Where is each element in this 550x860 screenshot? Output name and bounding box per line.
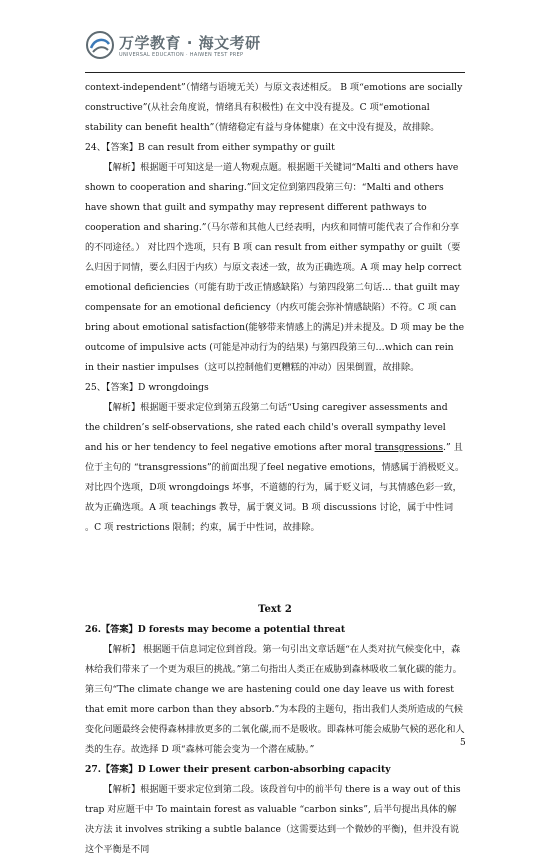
- answer-25-heading: 25、【答案】D wrongdoings: [85, 382, 209, 393]
- answer-26-analysis: 【解析】 根据题干信息词定位到首段。第一句引出文章话题“在人类对抗气候变化中，森林给我们带来了一个更为艰巨的挑战。”第二句指出人类正在威胁到森林吸收二氧化碳的能力。第三句“The climate change we are hastening could one day leave us with forest that emit more carbon than they absorb.”为本段的主题句，指出我们人类所造成的气候变化问题最终会使得森林排放更多的二氧化碳,而不是吸收。即森林可能会威胁气候的恶化和人类的生存。故选择 D 项“森林可能会变为一个潜在威胁。”: [85, 644, 465, 755]
- answer-25-text-after: .” 且位于主句的 “transgressions”的前面出现了feel negative emotions，情感属于消极贬义。对比四个选项，D项 wrongdoings 坏事，不道德的行为，属于贬义词，与其情感色彩一致，故为正确选项。A 项 teachings 教导，属于褒义词。B 项 discussions 讨论，属于中性词 。C 项 restrictions 限制；约束，属于中性词，故排除。: [85, 442, 465, 533]
- page-number: 5: [460, 738, 466, 748]
- answer-27-heading-text: 27.【答案】D Lower their present carbon-absorbing capacity: [85, 764, 391, 775]
- page-header: [85, 30, 465, 78]
- underlined-term: transgressions: [374, 442, 444, 453]
- brand-subtitle: UNIVERSAL EDUCATION · HAIWEN TEST PREP: [119, 52, 244, 58]
- logo-icon: [85, 30, 115, 60]
- answer-27-heading: [85, 760, 465, 780]
- document-body: [85, 78, 465, 860]
- answer-26-heading: [85, 620, 465, 640]
- answer-24-analysis: 【解析】根据题干可知这是一道人物观点题。根据题干关键词“Malti and others have shown to cooperation and sharing.”回文定位到第四段第三句：“Malti and others have shown that guilt and sympathy may represent different pathways to cooperation and sharing.”（马尔蒂和其他人已经表明，内疚和同情可能代表了合作和分享的不同途径。） 对比四个选项，只有 B 项 can result from either sympathy or guilt（要么归因于同情，要么归因于内疚）与原文表述一致，故为正确选项。A 项 may help correct emotional deficiencies（可能有助于改正情感缺陷）与第四段第二句话… that guilt may compensate for an emotional deficiency（内疚可能会弥补情感缺陷）不符。C 项 can bring about emotional satisfaction(能够带来情感上的满足)并未提及。D 项 may be the outcome of impulsive acts (可能是冲动行为的结果) 与第四段第三句…which can rein in their nastier impulses（这可以控制他们更糟糕的冲动）因果倒置，故排除。: [85, 162, 465, 373]
- brand-name: 万学教育 · 海文考研: [119, 34, 261, 52]
- paragraph-continued: context-independent”（情绪与语境无关）与原文表述相反。 B 项“emotions are socially constructive”(从社会角度说，情绪具有积极性) 在文中没有提及。C 项“emotional stability can benefit health”（情绪稳定有益与身体健康）在文中没有提及，故排除。: [85, 82, 463, 133]
- answer-26-heading-text: 26.【答案】D forests may become a potential threat: [85, 624, 346, 635]
- answer-24-heading: 24、【答案】B can result from either sympathy or guilt: [85, 142, 335, 153]
- section-gap: [85, 538, 465, 600]
- answer-25-analysis: [85, 398, 465, 538]
- answer-27-analysis: 【解析】根据题干要求定位到第二段。该段首句中的前半句 there is a way out of this trap 对应题干中 To maintain forest as valuable “carbon sinks”, 后半句提出具体的解决方法 it involves striking a subtle balance（这需要达到一个微妙的平衡)，但并没有说这个平衡是不同: [85, 784, 461, 855]
- answer-25-text-before: 【解析】根据题干要求定位到第五段第二句话“Using caregiver assessments and the children’s self-observations, she rated each child's overall sympathy level and his or her tendency to feel negative emotions after moral: [85, 402, 448, 453]
- header-divider: [85, 72, 465, 73]
- section-title: Text 2: [258, 604, 292, 615]
